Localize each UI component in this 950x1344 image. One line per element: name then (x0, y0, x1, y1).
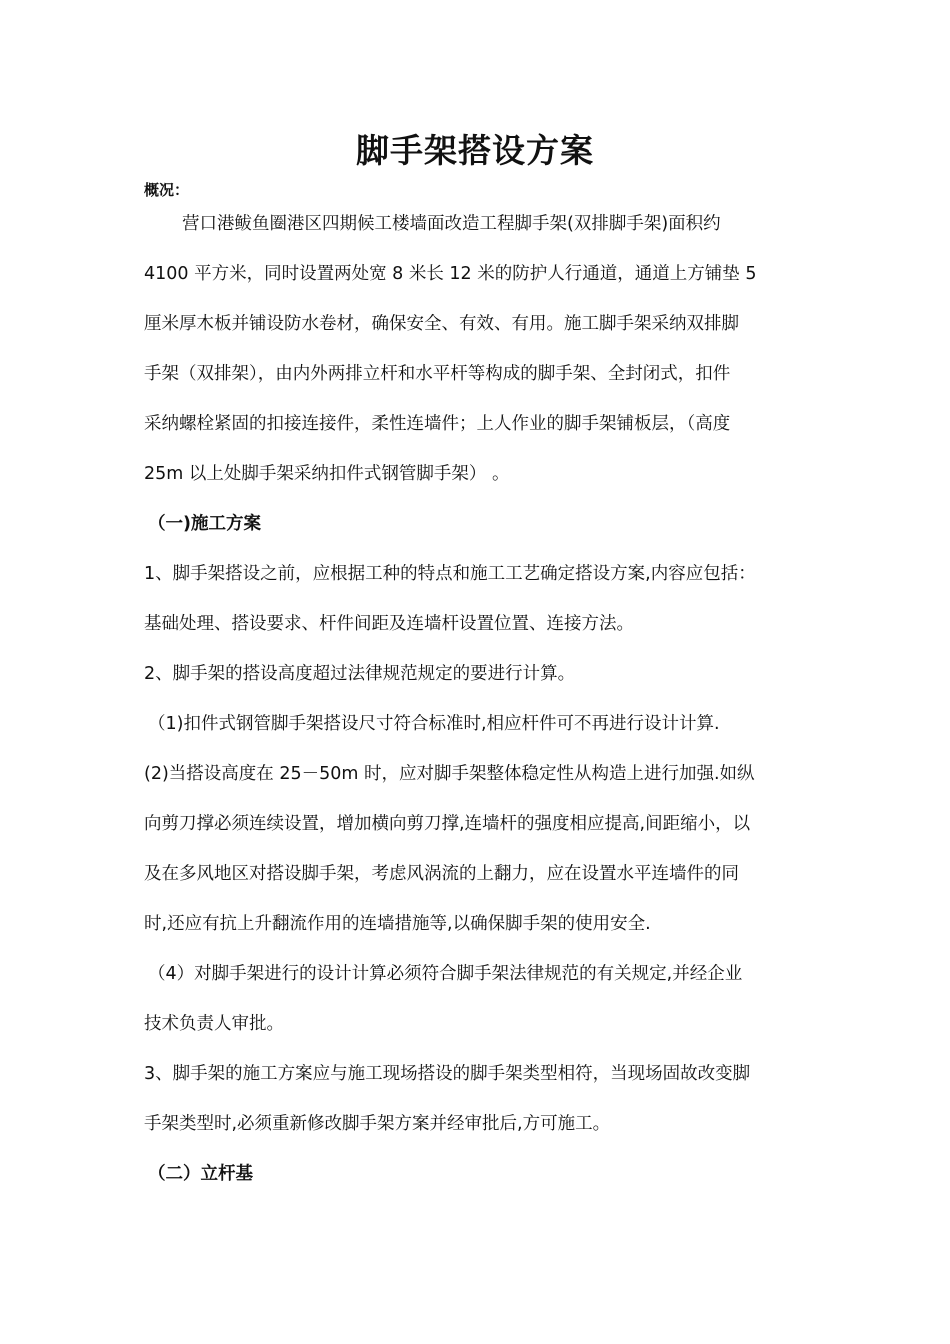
section1-line-3: 2、脚手架的搭设高度超过法律规范规定的要进行计算。 (144, 664, 576, 684)
section2-heading: （二）立杆基 (148, 1164, 253, 1184)
section1-line-6: 向剪刀撑必须连续设置，增加横向剪刀撑,连墙杆的强度相应提高,间距缩小，以 (144, 814, 751, 834)
section1-line-1: 1、脚手架搭设之前，应根据工种的特点和施工工艺确定搭设方案,内容应包括： (144, 564, 756, 584)
section1-line-11: 3、脚手架的施工方案应与施工现场搭设的脚手架类型相符，当现场固故改变脚 (144, 1064, 751, 1084)
overview-label: 概况： (144, 181, 190, 199)
section1-line-9: （4）对脚手架进行的设计计算必须符合脚手架法律规范的有关规定,并经企业 (148, 964, 743, 984)
section1-heading: （一)施工方案 (148, 514, 261, 534)
overview-line-1: 营口港鲅鱼圈港区四期候工楼墙面改造工程脚手架(双排脚手架)面积约 (182, 214, 721, 234)
section1-line-4: （1)扣件式钢管脚手架搭设尺寸符合标准时,相应杆件可不再进行设计计算. (148, 714, 720, 734)
section1-line-10: 技术负责人审批。 (144, 1014, 284, 1034)
section1-line-7: 及在多风地区对搭设脚手架，考虑风涡流的上翻力，应在设置水平连墙件的同 (144, 864, 739, 884)
overview-line-3: 厘米厚木板并铺设防水卷材，确保安全、有效、有用。施工脚手架采纳双排脚 (144, 314, 739, 334)
section1-line-5: (2)当搭设高度在 25－50m 时，应对脚手架整体稳定性从构造上进行加强.如纵 (144, 764, 755, 784)
overview-line-4: 手架（双排架），由内外两排立杆和水平杆等构成的脚手架、全封闭式，扣件 (144, 364, 731, 384)
overview-line-6: 25m 以上处脚手架采纳扣件式钢管脚手架） 。 (144, 464, 510, 484)
section1-line-12: 手架类型时,必须重新修改脚手架方案并经审批后,方可施工。 (144, 1114, 611, 1134)
overview-line-5: 采纳螺栓紧固的扣接连接件，柔性连墙件；上人作业的脚手架铺板层，（高度 (144, 414, 731, 434)
overview-line-2: 4100 平方米，同时设置两处宽 8 米长 12 米的防护人行通道，通道上方铺垫 5 (144, 264, 757, 284)
section1-line-2: 基础处理、搭设要求、杆件间距及连墙杆设置位置、连接方法。 (144, 614, 634, 634)
document-title: 脚手架搭设方案 (356, 131, 594, 170)
section1-line-8: 时,还应有抗上升翻流作用的连墙措施等,以确保脚手架的使用安全. (144, 914, 651, 934)
